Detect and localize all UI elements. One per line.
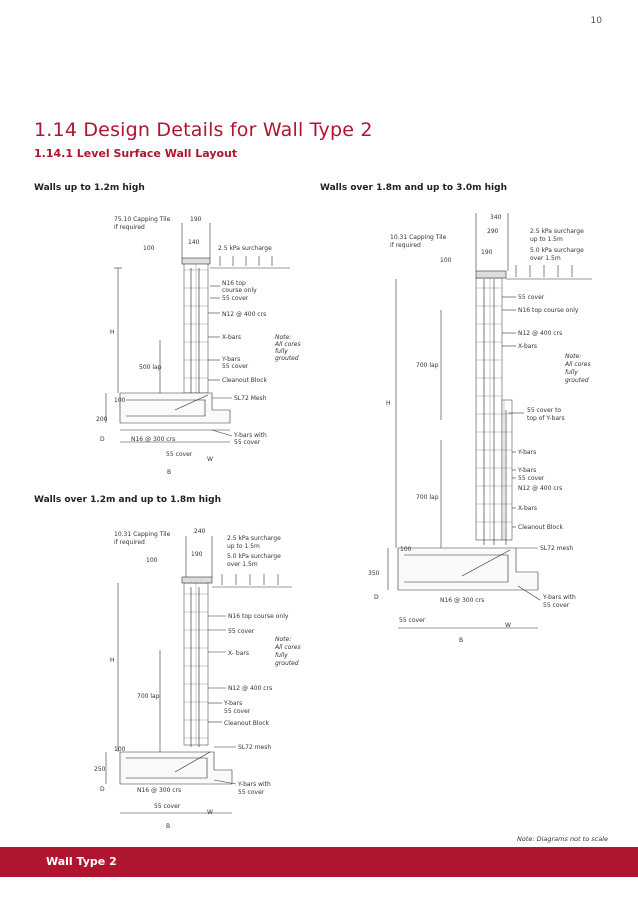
label-cover-4: 55 cover: [166, 451, 193, 458]
label-ybars-with: Y-bars with: [234, 432, 267, 439]
label-ybars-with: Y-bars with: [238, 781, 271, 788]
label-cover-2: 55 cover: [222, 363, 249, 370]
label-capping-2: if required: [114, 539, 145, 546]
dim-240: 240: [194, 528, 206, 535]
note-1: Note:: [275, 334, 292, 341]
dim-350: 350: [368, 570, 380, 577]
label-lap-1: 700 lap: [416, 362, 439, 369]
label-mesh: SL72 mesh: [238, 744, 272, 751]
label-H: H: [386, 400, 391, 407]
label-surcharge-1: 2.5 kPa surcharge: [530, 228, 584, 235]
label-capping: 10.31 Capping Tile: [114, 531, 171, 538]
label-H: H: [110, 657, 115, 664]
note-2: All cores: [275, 341, 301, 348]
label-ybars-with: Y-bars with: [543, 594, 576, 601]
note-4: grouted: [275, 355, 299, 362]
capping-tile: [476, 271, 506, 278]
label-W: W: [505, 622, 511, 629]
note-3: fully: [275, 348, 288, 355]
label-n12: N12 @ 400 crs: [222, 311, 267, 318]
label-lap-2: 700 lap: [416, 494, 439, 501]
dim-100b: 100: [400, 546, 412, 553]
label-surcharge-2b: over 1.5m: [227, 561, 258, 568]
label-capping-2: if required: [114, 224, 145, 231]
surcharge-arrows: [220, 256, 272, 266]
label-capping: 75.10 Capping Tile: [114, 216, 171, 223]
label-n16: N16 @ 300 crs: [131, 436, 176, 443]
label-W: W: [207, 456, 213, 463]
label-xbars-1: X-bars: [518, 343, 538, 350]
label-cover-1: 55 cover: [228, 628, 255, 635]
diagram-b-heading: Walls over 1.2m and up to 1.8m high: [34, 495, 221, 505]
dim-100: 100: [440, 257, 452, 264]
label-surcharge: 2.5 kPa surcharge: [218, 245, 272, 252]
label-n16: N16 @ 300 crs: [440, 597, 485, 604]
page-title: 1.14 Design Details for Wall Type 2: [34, 119, 373, 141]
label-cover-to: 55 cover to: [527, 407, 562, 414]
label-B: B: [167, 469, 172, 476]
label-n16: N16 @ 300 crs: [137, 787, 182, 794]
footer-bar: [0, 847, 638, 877]
label-surcharge-1b: up to 1.5m: [530, 236, 563, 243]
dim-100: 100: [143, 245, 155, 252]
label-lap: 500 lap: [139, 364, 162, 371]
label-ybars-1: Y-bars: [518, 449, 537, 456]
label-D: D: [100, 436, 105, 443]
label-mesh: SL72 Mesh: [234, 395, 267, 402]
label-xbars: X-bars: [222, 334, 242, 341]
label-cleanout: Cleanout Block: [224, 720, 269, 727]
surcharge-arrows: [516, 265, 572, 277]
label-cover-4: 55 cover: [399, 617, 426, 624]
label-n12-a: N12 @ 400 crs: [518, 330, 563, 337]
section-subtitle: 1.14.1 Level Surface Wall Layout: [34, 147, 238, 160]
note-4: grouted: [565, 377, 589, 384]
label-cover-3: 55 cover: [238, 789, 265, 796]
label-B: B: [459, 637, 464, 644]
label-B: B: [166, 823, 171, 830]
dim-140: 140: [188, 239, 200, 246]
label-xbars-2: X-bars: [518, 505, 538, 512]
dim-200: 200: [96, 416, 108, 423]
diagram-b: [106, 536, 292, 813]
label-n12-b: N12 @ 400 crs: [518, 485, 563, 492]
label-cover-3: 55 cover: [543, 602, 570, 609]
label-cover-2: 55 cover: [518, 475, 545, 482]
label-cleanout: Cleanout Block: [222, 377, 267, 384]
label-n16-top: N16 top course only: [518, 307, 579, 314]
note-3: fully: [565, 369, 578, 376]
label-n16-top: N16 top course only: [228, 613, 289, 620]
label-cover-1: 55 cover: [222, 295, 249, 302]
dim-190: 190: [190, 216, 202, 223]
label-cover-4: 55 cover: [154, 803, 181, 810]
label-D: D: [100, 786, 105, 793]
label-ybars-2: Y-bars: [518, 467, 537, 474]
dim-100b: 100: [114, 397, 126, 404]
label-n16-top: N16 top: [222, 280, 246, 287]
label-ybars: Y-bars: [222, 356, 241, 363]
note-1: Note:: [565, 353, 582, 360]
note-3: fully: [275, 652, 288, 659]
label-surcharge-2b: over 1.5m: [530, 255, 561, 262]
note-1: Note:: [275, 636, 292, 643]
dim-190: 190: [191, 551, 203, 558]
note-4: grouted: [275, 660, 299, 667]
label-surcharge-1b: up to 1.5m: [227, 543, 260, 550]
capping-tile: [182, 577, 212, 583]
label-surcharge-2: 5.0 kPa surcharge: [530, 247, 584, 254]
diagram-a: [106, 223, 290, 442]
label-surcharge-1: 2.5 kPa surcharge: [227, 535, 281, 542]
label-ybars: Y-bars: [224, 700, 243, 707]
label-H: H: [110, 329, 115, 336]
label-cover-1: 55 cover: [518, 294, 545, 301]
label-mesh: SL72 mesh: [540, 545, 574, 552]
dim-100: 100: [146, 557, 158, 564]
capping-tile: [182, 258, 210, 264]
diagram-c-heading: Walls over 1.8m and up to 3.0m high: [320, 183, 507, 193]
label-n12: N12 @ 400 crs: [228, 685, 273, 692]
note-2: All cores: [565, 361, 591, 368]
label-n16-top-2: course only: [222, 287, 257, 294]
dim-190: 190: [481, 249, 493, 256]
footnote: Note: Diagrams not to scale: [516, 835, 608, 843]
label-D: D: [374, 594, 379, 601]
label-surcharge-2: 5.0 kPa surcharge: [227, 553, 281, 560]
dim-340: 340: [490, 214, 502, 221]
label-cover-2: 55 cover: [224, 708, 251, 715]
label-cover-to-2: top of Y-bars: [527, 415, 565, 422]
surcharge-arrows: [222, 574, 278, 585]
diagram-a-heading: Walls up to 1.2m high: [34, 183, 145, 193]
label-capping: 10.31 Capping Tile: [390, 234, 447, 241]
label-W: W: [207, 809, 213, 816]
dim-290: 290: [487, 228, 499, 235]
note-2: All cores: [275, 644, 301, 651]
label-cleanout: Cleanout Block: [518, 524, 563, 531]
page-number: 10: [590, 16, 602, 26]
label-xbars: X- bars: [228, 650, 249, 657]
label-lap: 700 lap: [137, 693, 160, 700]
label-cover-3: 55 cover: [234, 439, 261, 446]
dim-100b: 100: [114, 746, 126, 753]
dim-250: 250: [94, 766, 106, 773]
footer-label: Wall Type 2: [46, 855, 117, 868]
label-capping-2: if required: [390, 242, 421, 249]
